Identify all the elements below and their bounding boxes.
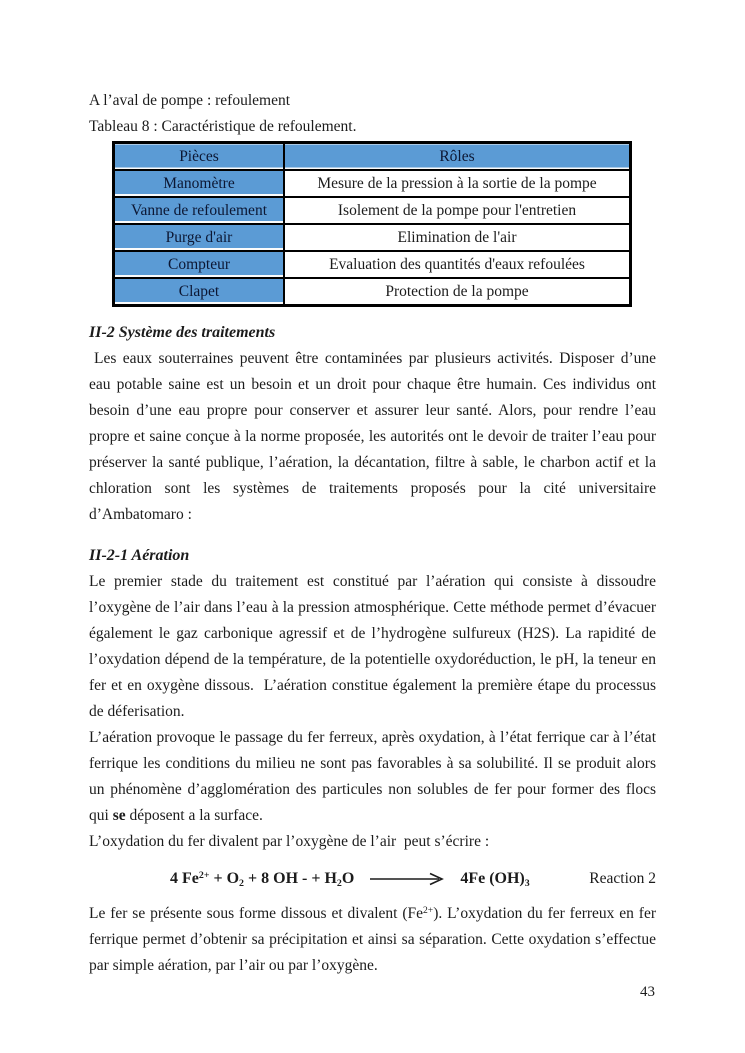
equation-label: Reaction 2 xyxy=(589,870,656,887)
paragraph-text: ). L’oxydation du fer ferreux en fer ferrique permet d’obtenir sa précipitation et ainsi sa séparation. Cette oxydation s’effectue par simple aération, par l’air ou par l’oxygène. xyxy=(89,905,656,974)
equation-subscript: 3 xyxy=(524,877,530,889)
paragraph-text: L’aération provoque le passage du fer ferreux, après oxydation, à l’état ferrique car à l’état ferrique les conditions du milieu ne sont pas favorables à sa solubilité. Il se produit alors un phénomène d’agglomération des particules non solubles de fer pour former des flocs qui xyxy=(89,729,656,824)
page-number: 43 xyxy=(640,984,655,1000)
superscript-text: 2+ xyxy=(423,904,434,916)
paragraph-oxydation-intro: L’oxydation du fer divalent par l’oxygène de l’air peut s’écrire : xyxy=(89,833,490,850)
paragraph-traitements: Les eaux souterraines peuvent être contaminées par plusieurs activités. Disposer d’une eau potable saine est un besoin et un droit pour chaque être humain. Ces individus ont besoin d’une eau propre pour conserver et assurer leur santé. Alors, pour rendre l’eau propre et saine conçue à la norme proposée, les autorités ont le devoir de traiter l’eau pour préserver la santé publique, l’aération, la décantation, filtre à sable, le charbon actif et la chloration sont les systèmes de traitements proposés pour la cité universitaire d’Ambatomaro : xyxy=(89,350,656,523)
table-row xyxy=(114,197,631,224)
table-cell-piece: Vanne de refoulement xyxy=(114,197,285,224)
equation-subscript: 2 xyxy=(239,877,244,889)
table-cell-role: Protection de la pompe xyxy=(284,278,631,306)
paragraph-text: déposent a la surface. xyxy=(125,807,263,824)
paragraph-aeration-2 xyxy=(89,725,656,829)
paragraph-fer xyxy=(89,901,656,979)
equation-term: + 8 OH - + H xyxy=(244,870,337,887)
table-cell-piece: Manomètre xyxy=(114,170,285,197)
table-cell-role: Mesure de la pression à la sortie de la pompe xyxy=(284,170,631,197)
table-cell-role: Evaluation des quantités d'eaux refoulées xyxy=(284,251,631,278)
paragraph-aeration-1: Le premier stade du traitement est constitué par l’aération qui consiste à dissoudre l’oxygène de l’air dans l’eau à la pression atmosphérique. Cette méthode permet d’évacuer également le gaz carbonique agressif et de l’hydrogène sulfureux (H2S). La rapidité de l’oxydation dépend de la température, de la potentielle oxydoréduction, le pH, la teneur en fer et en oxygène dissous. L’aération constitue également la première étape du processus de déferisation. xyxy=(89,573,656,720)
table-header-roles: Rôles xyxy=(284,143,631,171)
equation-superscript: 2+ xyxy=(198,869,210,881)
equation-term: O xyxy=(341,870,355,887)
table-caption: Tableau 8 : Caractéristique de refoulement. xyxy=(89,118,357,135)
table-cell-piece: Compteur xyxy=(114,251,285,278)
reaction-equation xyxy=(89,864,656,894)
table-cell-role: Elimination de l'air xyxy=(284,224,631,251)
table-cell-piece: Clapet xyxy=(114,278,285,306)
section-heading-traitements: II-2 Système des traitements xyxy=(89,324,276,341)
table-row xyxy=(114,170,631,197)
equation-term: + O xyxy=(209,870,240,887)
table-cell-piece: Purge d'air xyxy=(114,224,285,251)
section-heading-aeration: II-2-1 Aération xyxy=(89,547,190,564)
equation-term: 4 Fe xyxy=(170,870,199,887)
table-row xyxy=(114,278,631,306)
intro-line: A l’aval de pompe : refoulement xyxy=(89,92,291,109)
equation-subscript: 2 xyxy=(336,877,342,889)
equation-lhs xyxy=(170,870,354,888)
equation-term: 4Fe (OH) xyxy=(460,870,525,887)
reaction-arrow-icon xyxy=(369,872,447,886)
table-row xyxy=(114,224,631,251)
table-cell-role: Isolement de la pompe pour l'entretien xyxy=(284,197,631,224)
table-header-row xyxy=(114,143,631,171)
bold-text: se xyxy=(112,807,126,824)
table-row xyxy=(114,251,631,278)
refoulement-table xyxy=(112,141,632,307)
paragraph-text: Le fer se présente sous forme dissous et divalent (Fe xyxy=(89,905,423,922)
table-header-pieces: Pièces xyxy=(114,143,285,171)
equation-rhs xyxy=(460,870,529,888)
